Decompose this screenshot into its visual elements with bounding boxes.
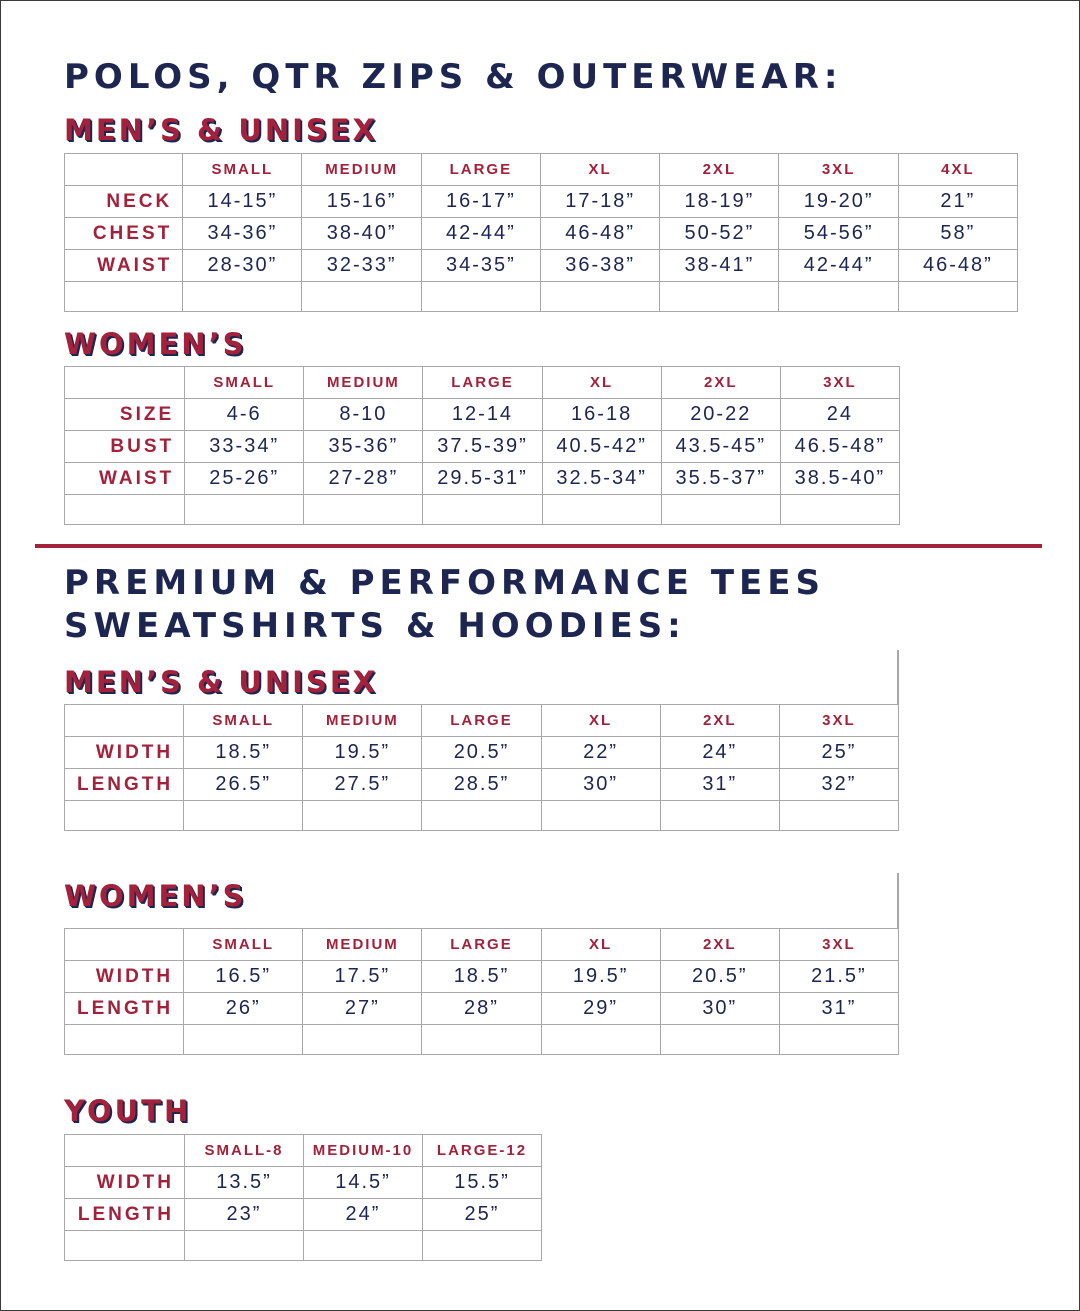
column-header: MEDIUM [303,929,422,961]
heading-womens-polos: WOMEN’S [64,327,247,361]
table-row [65,769,899,801]
empty-cell [185,1231,304,1261]
size-value-cell: 24 [780,399,899,431]
table-row [65,431,900,463]
column-header: 3XL [779,154,898,186]
table-header-row [65,1135,542,1167]
size-value-cell: 38-41” [660,250,779,282]
size-table-polos-womens [64,366,900,525]
row-label: WAIST [65,250,183,282]
size-value-cell: 25” [779,737,898,769]
size-value-cell: 37.5-39” [423,431,542,463]
table-row [65,1167,542,1199]
size-value-cell: 46.5-48” [780,431,899,463]
size-value-cell: 24” [660,737,779,769]
empty-cell [540,282,659,312]
size-value-cell: 18-19” [660,186,779,218]
empty-cell [65,1025,184,1055]
size-value-cell: 18.5” [422,961,541,993]
size-value-cell: 33-34” [185,431,304,463]
empty-cell [185,495,304,525]
size-value-cell: 14.5” [304,1167,423,1199]
column-header: 3XL [780,367,899,399]
size-value-cell: 17.5” [303,961,422,993]
size-value-cell: 34-35” [421,250,540,282]
size-value-cell: 30” [541,769,660,801]
empty-cell [422,801,541,831]
empty-row [65,282,1018,312]
table-row [65,186,1018,218]
empty-row [65,1025,899,1055]
empty-cell [660,282,779,312]
column-header: SMALL [184,929,303,961]
empty-cell [779,801,898,831]
empty-row [65,801,899,831]
column-header: SMALL [185,367,304,399]
row-label: BUST [65,431,185,463]
size-value-cell: 42-44” [421,218,540,250]
row-label: CHEST [65,218,183,250]
size-value-cell: 27.5” [303,769,422,801]
size-table-polos-mens [64,153,1018,312]
table-row [65,961,899,993]
size-value-cell: 14-15” [183,186,302,218]
column-header: SMALL [183,154,302,186]
size-value-cell: 38-40” [302,218,421,250]
empty-cell [660,801,779,831]
empty-row [65,1231,542,1261]
empty-cell [422,1025,541,1055]
column-header: 2XL [660,929,779,961]
size-value-cell: 25” [423,1199,542,1231]
size-value-cell: 28-30” [183,250,302,282]
table-header-row [65,367,900,399]
empty-cell [660,1025,779,1055]
empty-cell [661,495,780,525]
table-row [65,463,900,495]
column-header: LARGE-12 [423,1135,542,1167]
section-title-tees-line2: SWEATSHIRTS & HOODIES: [64,606,686,646]
section-divider [35,544,1042,548]
column-header: LARGE [422,705,541,737]
column-header: XL [542,367,661,399]
table-row [65,399,900,431]
size-value-cell: 32-33” [302,250,421,282]
row-label: NECK [65,186,183,218]
size-value-cell: 23” [185,1199,304,1231]
empty-cell [184,801,303,831]
empty-cell [421,282,540,312]
size-value-cell: 20.5” [422,737,541,769]
size-value-cell: 46-48” [898,250,1017,282]
size-value-cell: 19.5” [303,737,422,769]
size-value-cell: 38.5-40” [780,463,899,495]
size-value-cell: 4-6 [185,399,304,431]
empty-cell [542,495,661,525]
size-value-cell: 35.5-37” [661,463,780,495]
table-row [65,1199,542,1231]
size-value-cell: 54-56” [779,218,898,250]
column-header: SMALL-8 [185,1135,304,1167]
column-header: SMALL [184,705,303,737]
column-header: XL [541,705,660,737]
size-value-cell: 31” [779,993,898,1025]
heading-mens-unisex-polos: MEN’S & UNISEX [64,113,378,147]
size-value-cell: 17-18” [540,186,659,218]
column-header: MEDIUM [303,705,422,737]
empty-cell [184,1025,303,1055]
row-label: WIDTH [65,961,184,993]
size-value-cell: 26.5” [184,769,303,801]
empty-cell [780,495,899,525]
column-header: 3XL [779,705,898,737]
size-value-cell: 15.5” [423,1167,542,1199]
section-title-tees-line1: PREMIUM & PERFORMANCE TEES [64,563,825,603]
empty-cell [303,801,422,831]
size-value-cell: 58” [898,218,1017,250]
row-label: WIDTH [65,737,184,769]
size-value-cell: 22” [541,737,660,769]
column-header: MEDIUM [304,367,423,399]
column-header: XL [540,154,659,186]
size-value-cell: 30” [660,993,779,1025]
size-value-cell: 27-28” [304,463,423,495]
heading-mens-unisex-tees: MEN’S & UNISEX [64,665,378,699]
section-title-polos: POLOS, QTR ZIPS & OUTERWEAR: [64,57,843,97]
column-header: MEDIUM [302,154,421,186]
size-value-cell: 28” [422,993,541,1025]
size-value-cell: 19.5” [541,961,660,993]
size-value-cell: 28.5” [422,769,541,801]
size-value-cell: 43.5-45” [661,431,780,463]
corner-cell [65,154,183,186]
row-label: SIZE [65,399,185,431]
table-row [65,218,1018,250]
row-label: LENGTH [65,993,184,1025]
size-value-cell: 40.5-42” [542,431,661,463]
column-header: MEDIUM-10 [304,1135,423,1167]
empty-cell [423,1231,542,1261]
size-value-cell: 24” [304,1199,423,1231]
size-value-cell: 18.5” [184,737,303,769]
size-table-tees-womens [64,928,899,1055]
corner-cell [65,1135,185,1167]
size-value-cell: 31” [660,769,779,801]
size-value-cell: 27” [303,993,422,1025]
empty-cell [898,282,1017,312]
size-value-cell: 26” [184,993,303,1025]
table-header-row [65,929,899,961]
size-value-cell: 50-52” [660,218,779,250]
size-value-cell: 12-14 [423,399,542,431]
size-value-cell: 16.5” [184,961,303,993]
table-border-extension [897,650,899,705]
empty-cell [303,1025,422,1055]
column-header: 4XL [898,154,1017,186]
empty-cell [541,1025,660,1055]
corner-cell [65,705,184,737]
size-value-cell: 21.5” [779,961,898,993]
corner-cell [65,929,184,961]
column-header: LARGE [423,367,542,399]
empty-cell [304,1231,423,1261]
row-label: WAIST [65,463,185,495]
table-border-extension [897,873,899,929]
size-value-cell: 16-17” [421,186,540,218]
size-value-cell: 29” [541,993,660,1025]
table-header-row [65,705,899,737]
size-value-cell: 46-48” [540,218,659,250]
empty-cell [65,495,185,525]
empty-cell [65,801,184,831]
row-label: LENGTH [65,1199,185,1231]
empty-cell [65,282,183,312]
size-value-cell: 25-26” [185,463,304,495]
heading-womens-tees: WOMEN’S [64,879,247,913]
size-value-cell: 8-10 [304,399,423,431]
table-row [65,250,1018,282]
size-value-cell: 32” [779,769,898,801]
empty-cell [779,282,898,312]
size-value-cell: 36-38” [540,250,659,282]
empty-cell [65,1231,185,1261]
size-value-cell: 42-44” [779,250,898,282]
heading-youth: YOUTH [64,1094,192,1128]
size-value-cell: 35-36” [304,431,423,463]
empty-cell [779,1025,898,1055]
size-value-cell: 20.5” [660,961,779,993]
empty-cell [423,495,542,525]
empty-cell [183,282,302,312]
empty-cell [304,495,423,525]
size-table-youth [64,1134,542,1261]
table-row [65,993,899,1025]
column-header: 2XL [660,705,779,737]
table-header-row [65,154,1018,186]
column-header: 3XL [779,929,898,961]
column-header: 2XL [661,367,780,399]
size-table-tees-mens [64,704,899,831]
size-value-cell: 29.5-31” [423,463,542,495]
empty-cell [541,801,660,831]
size-value-cell: 32.5-34” [542,463,661,495]
size-value-cell: 20-22 [661,399,780,431]
empty-cell [302,282,421,312]
size-value-cell: 15-16” [302,186,421,218]
column-header: LARGE [421,154,540,186]
size-value-cell: 16-18 [542,399,661,431]
size-value-cell: 34-36” [183,218,302,250]
empty-row [65,495,900,525]
size-value-cell: 13.5” [185,1167,304,1199]
size-value-cell: 21” [898,186,1017,218]
row-label: LENGTH [65,769,184,801]
column-header: XL [541,929,660,961]
row-label: WIDTH [65,1167,185,1199]
column-header: 2XL [660,154,779,186]
corner-cell [65,367,185,399]
size-value-cell: 19-20” [779,186,898,218]
column-header: LARGE [422,929,541,961]
table-row [65,737,899,769]
